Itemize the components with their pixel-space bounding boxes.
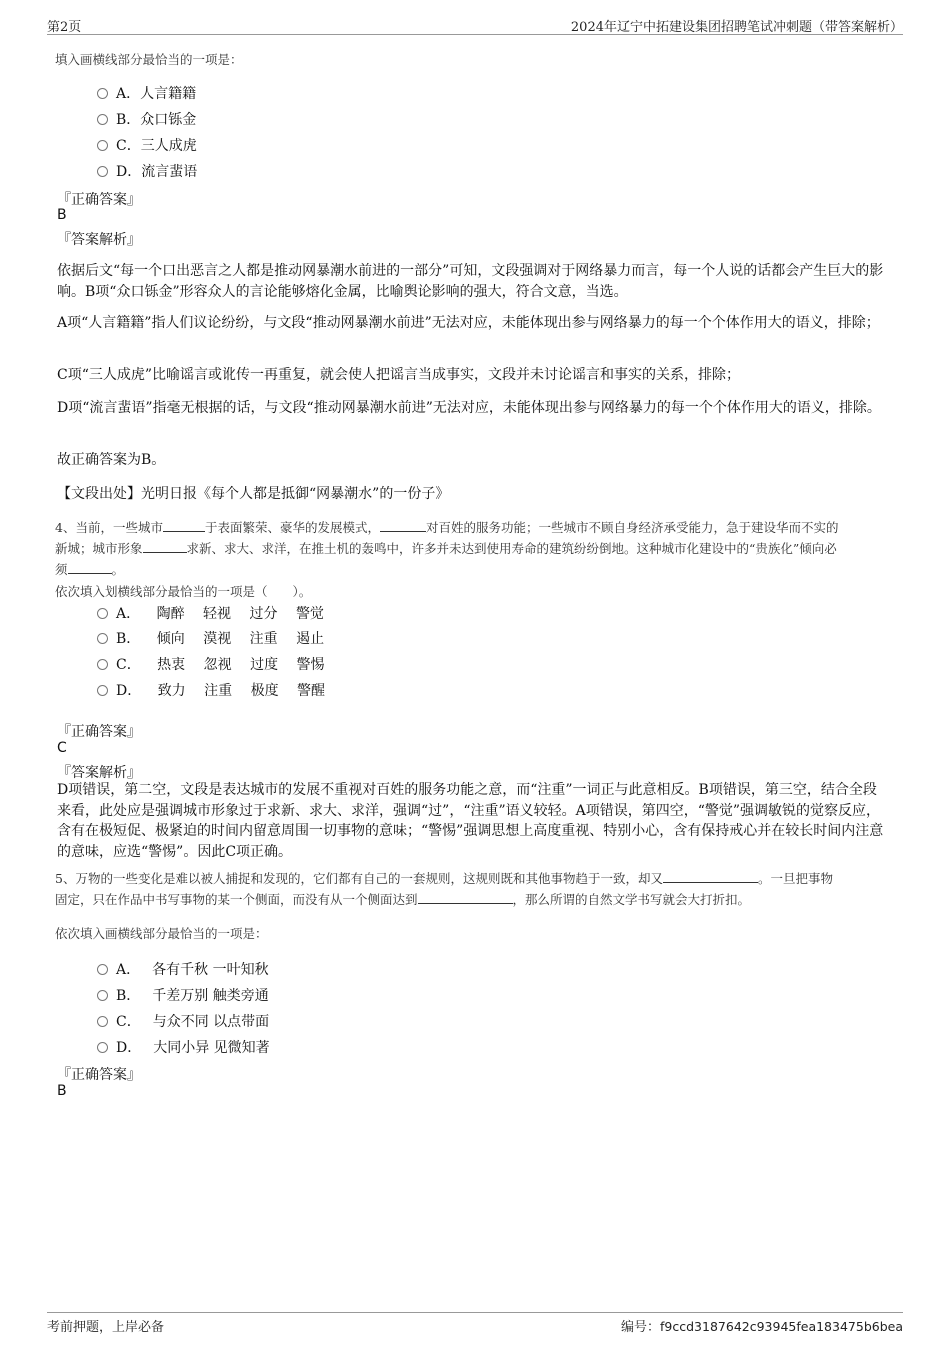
- q4-prompt: 依次填入划横线部分最恰当的一项是（ ）。: [55, 584, 312, 599]
- q3-analysis-p3: C项“三人成虎”比喻谣言或讹传一再重复，就会使人把谣言当成事实，文段并未讨论谣言和事实的关系，排除；: [57, 367, 741, 383]
- q3-prompt: 填入画横线部分最恰当的一项是：: [55, 52, 243, 67]
- radio-icon[interactable]: [97, 140, 108, 151]
- document-code: 编号：f9ccd3187642c93945fea183475b6bea: [621, 1319, 903, 1335]
- q3-answer-label: 『正确答案』: [57, 192, 141, 208]
- radio-icon[interactable]: [97, 659, 108, 670]
- q3-analysis-p5: 故正确答案为B。: [57, 452, 166, 468]
- q5-stem: 5、万物的一些变化是难以被人捕捉和发现的，它们都有自己的一套规则，这规则既和其他事物趋于一致，却又 。一旦把事物 固定，只在作品中书写事物的某一个侧面，而没有从一个侧面达到 ，那么所谓的自然文学书写就会大打折扣。: [55, 871, 833, 907]
- blank-line: [143, 540, 187, 553]
- q4-analysis-label: 『答案解析』: [57, 765, 141, 781]
- q5-option-a[interactable]: A． 各有千秋 一叶知秋: [97, 959, 269, 979]
- q3-option-c[interactable]: C．三人成虎: [97, 135, 197, 155]
- radio-icon[interactable]: [97, 990, 108, 1001]
- blank-line: [418, 891, 513, 904]
- q5-answer-label: 『正确答案』: [57, 1067, 141, 1083]
- q3-analysis-p1: 依据后文“每一个口出恶言之人都是推动网暴潮水前进的一部分”可知，文段强调对于网络暴力而言，每一个人说的话都会产生巨大的影响。B项“众口铄金”形容众人的言论能够熔化金属，比喻舆论影响的强大，符合文意，当选。: [57, 263, 884, 300]
- q5-option-c[interactable]: C． 与众不同 以点带面: [97, 1011, 269, 1031]
- q4-stem: 4、当前，一些城市 于表面繁荣、豪华的发展模式， 对百姓的服务功能；一些城市不顾自身经济承受能力，急于建设华而不实的 新城；城市形象 求新、求大、求洋，在推土机的轰鸣中，许多并未达到使用寿命的建筑纷纷倒地。这种城市化建设中的“贵族化”倾向必 须 。: [55, 520, 839, 577]
- q3-analysis-p4: D项“流言蜚语”指毫无根据的话，与文段“推动网暴潮水前进”无法对应，未能体现出参与网络暴力的每一个个体作用大的语义，排除。: [57, 400, 881, 416]
- radio-icon[interactable]: [97, 964, 108, 975]
- radio-icon[interactable]: [97, 114, 108, 125]
- q3-option-b[interactable]: B．众口铄金: [97, 109, 196, 129]
- q5-option-b[interactable]: B． 千差万别 触类旁通: [97, 985, 269, 1005]
- q4-answer-label: 『正确答案』: [57, 724, 141, 740]
- q5-prompt: 依次填入画横线部分最恰当的一项是：: [55, 926, 268, 941]
- radio-icon[interactable]: [97, 633, 108, 644]
- page-footer: [47, 1312, 903, 1333]
- radio-icon[interactable]: [97, 685, 108, 696]
- q3-analysis-p2: A项“人言籍籍”指人们议论纷纷，与文段“推动网暴潮水前进”无法对应，未能体现出参与网络暴力的每一个个体作用大的语义，排除；: [57, 315, 880, 331]
- q4-answer: C: [57, 740, 67, 756]
- q4-option-d[interactable]: D． 致力 注重 极度 警醒: [97, 680, 325, 700]
- radio-icon[interactable]: [97, 1016, 108, 1027]
- blank-line: [68, 561, 112, 574]
- q3-option-a[interactable]: A．人言籍籍: [97, 83, 196, 103]
- page-header: [47, 14, 903, 35]
- q5-option-d[interactable]: D． 大同小异 见微知著: [97, 1037, 270, 1057]
- q3-source: 【文段出处】光明日报《每个人都是抵御“网暴潮水”的一份子》: [57, 486, 450, 502]
- radio-icon[interactable]: [97, 608, 108, 619]
- q4-analysis: D项错误，第二空，文段是表达城市的发展不重视对百姓的服务功能之意，而“注重”一词正与此意相反。B项错误，第三空，结合全段来看，此处应是强调城市形象过于求新、求大、求洋，强调“过”，“注重”语义较轻。A项错误，第四空，“警觉”强调敏锐的觉察反应，含有在极短促、极紧迫的时间内留意周围一切事物的意味；“警惕”强调思想上高度重视、特别小心，含有保持戒心并在较长时间内注意的意味，应选“警惕”。因此C项正确。: [57, 782, 884, 860]
- q4-option-b[interactable]: B． 倾向 漠视 注重 遏止: [97, 628, 324, 648]
- q3-analysis-label: 『答案解析』: [57, 232, 141, 248]
- footer-slogan: 考前押题，上岸必备: [47, 1320, 165, 1335]
- radio-icon[interactable]: [97, 1042, 108, 1053]
- q3-answer: B: [57, 207, 67, 223]
- radio-icon[interactable]: [97, 166, 108, 177]
- blank-line: [663, 870, 758, 883]
- q4-option-a[interactable]: A． 陶醉 轻视 过分 警觉: [97, 603, 324, 623]
- blank-line: [380, 519, 426, 532]
- radio-icon[interactable]: [97, 88, 108, 99]
- page-number: 第2页: [47, 20, 82, 35]
- q4-option-c[interactable]: C． 热衷 忽视 过度 警惕: [97, 654, 325, 674]
- q5-answer: B: [57, 1083, 67, 1099]
- blank-line: [163, 519, 205, 532]
- q3-option-d[interactable]: D．流言蜚语: [97, 161, 197, 181]
- document-title: 2024年辽宁中拓建设集团招聘笔试冲刺题（带答案解析）: [570, 20, 903, 35]
